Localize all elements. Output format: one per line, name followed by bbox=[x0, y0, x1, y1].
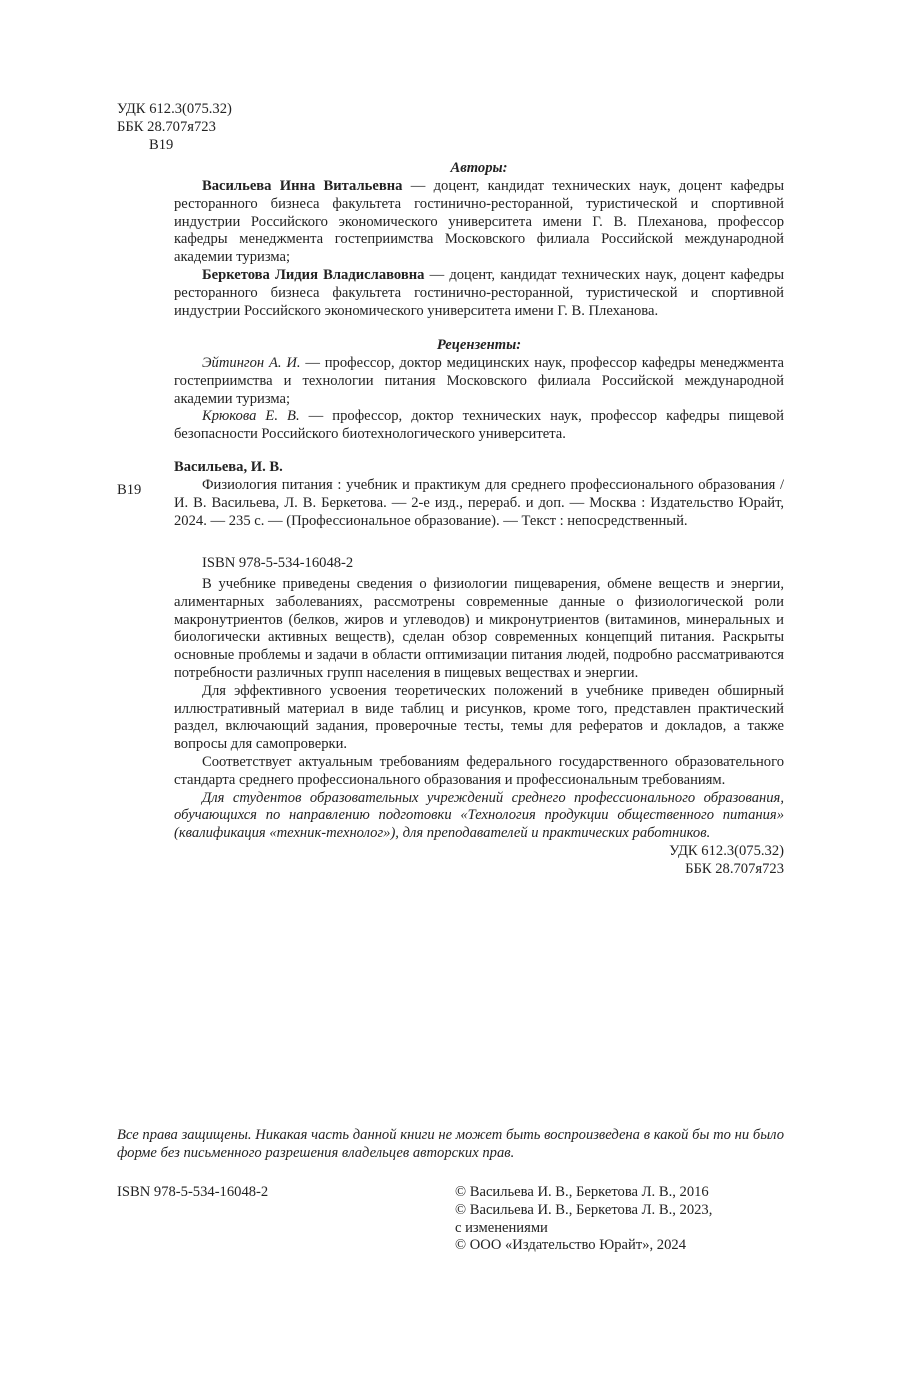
classification-codes bbox=[117, 101, 232, 154]
copyright-line: © Васильева И. В., Беркетова Л. В., 2016 bbox=[455, 1184, 709, 1200]
audience-note: Для студентов образовательных учреждений среднего профессионального образования, обучающихся по направлению подготовки «Технология продукции общественного питания» (квалификация «техник-технолог»), для преподавателей и практических работников. bbox=[174, 789, 784, 842]
author-name: Васильева Инна Витальевна bbox=[202, 178, 403, 194]
rights-notice bbox=[117, 1127, 784, 1163]
bbk-code: ББК 28.707я723 bbox=[117, 118, 216, 135]
reviewer-entry bbox=[174, 355, 784, 408]
bib-description-text: Физиология питания : учебник и практикум для среднего профессионального образования / И. В. Васильева, Л. В. Беркетова. — 2-е изд., перераб. и доп. — Москва : Издательство Юрайт, 2024. — 235 с. — (Профессиональное образование). — Текст : непосредственный. bbox=[174, 477, 784, 529]
bottom-udk-code: УДК 612.3(075.32) bbox=[669, 842, 784, 859]
bottom-bbk-code: ББК 28.707я723 bbox=[685, 860, 784, 877]
author-entry bbox=[174, 178, 784, 267]
bibliographic-description bbox=[174, 477, 784, 530]
author-mark: В19 bbox=[149, 136, 174, 153]
reviewers-list bbox=[174, 355, 784, 444]
abstract bbox=[174, 576, 784, 879]
authors-heading: Авторы: bbox=[450, 160, 508, 176]
bib-author-mark: В19 bbox=[117, 482, 142, 498]
author-name: Беркетова Лидия Владиславовна bbox=[202, 266, 425, 283]
rights-text: Все права защищены. Никакая часть данной книги не может быть воспроизведена в какой бы то ни было форме без письменного разрешения владельцев авторских прав. bbox=[117, 1127, 784, 1161]
abstract-paragraph: Для эффективного усвоения теоретических положений в учебнике приведен обширный иллюстративный материал в виде таблиц и рисунков, кроме того, представлен практический раздел, включающий задания, проверочные тесты, темы для рефератов и докладов, а также вопросы для самопроверки. bbox=[174, 682, 784, 753]
copyright-block bbox=[455, 1184, 712, 1255]
author-description: — доцент, кандидат технических наук, доцент кафедры ресторанного бизнеса факультета гостинично-ресторанной, туристической и спортивной индустрии Российского экономического университета имени Г. В. Плеханова. bbox=[174, 266, 784, 319]
copyright-line: © ООО «Издательство Юрайт», 2024 bbox=[455, 1237, 686, 1254]
abstract-paragraph: Соответствует актуальным требованиям федерального государственного образовательного стандарта среднего профессионального образования и профессиональным требованиям. bbox=[174, 753, 784, 788]
authors-list bbox=[174, 178, 784, 320]
udk-code: УДК 612.3(075.32) bbox=[117, 101, 232, 117]
author-description: — доцент, кандидат технических наук, доцент кафедры ресторанного бизнеса факультета гостинично-ресторанной, туристической и спортивной индустрии Российского экономического университета имени Г. В. Плеханова, профессор кафедры менеджмента гостеприимства Московского филиала Российской международной академии туризма; bbox=[174, 178, 784, 266]
abstract-paragraph: В учебнике приведены сведения о физиологии пищеварения, обмене веществ и энергии, алиментарных заболеваниях, рассмотрены современные данные о физиологической роли макронутриентов (белков, жиров и углеводов) и микронутриентов (витаминов, минеральных и биологически активных веществ), сделан обзор современных концепций питания. Раскрыты основные проблемы и задачи в области оптимизации питания людей, подробно рассматриваются потребности различных групп населения в пищевых веществах и энергии. bbox=[174, 576, 784, 681]
author-entry bbox=[174, 267, 784, 320]
bib-author-heading: Васильева, И. В. bbox=[174, 459, 283, 475]
copyright-line: с изменениями bbox=[455, 1219, 548, 1236]
reviewer-entry bbox=[174, 408, 784, 444]
reviewers-heading: Рецензенты: bbox=[436, 337, 522, 353]
reviewer-description: — профессор, доктор технических наук, профессор кафедры пищевой безопасности Российского биотехнологического университета. bbox=[174, 408, 784, 443]
reviewer-name: Крюкова Е. В. bbox=[202, 408, 300, 425]
reviewer-description: — профессор, доктор медицинских наук, профессор кафедры менеджмента гостеприимства и технологии питания Московского филиала Российской международной академии туризма; bbox=[174, 355, 784, 407]
copyright-line: © Васильева И. В., Беркетова Л. В., 2023, bbox=[455, 1201, 713, 1218]
reviewer-name: Эйтингон А. И. bbox=[202, 355, 301, 371]
bib-isbn: ISBN 978-5-534-16048-2 bbox=[202, 555, 354, 571]
footer-isbn: ISBN 978-5-534-16048-2 bbox=[117, 1184, 269, 1200]
